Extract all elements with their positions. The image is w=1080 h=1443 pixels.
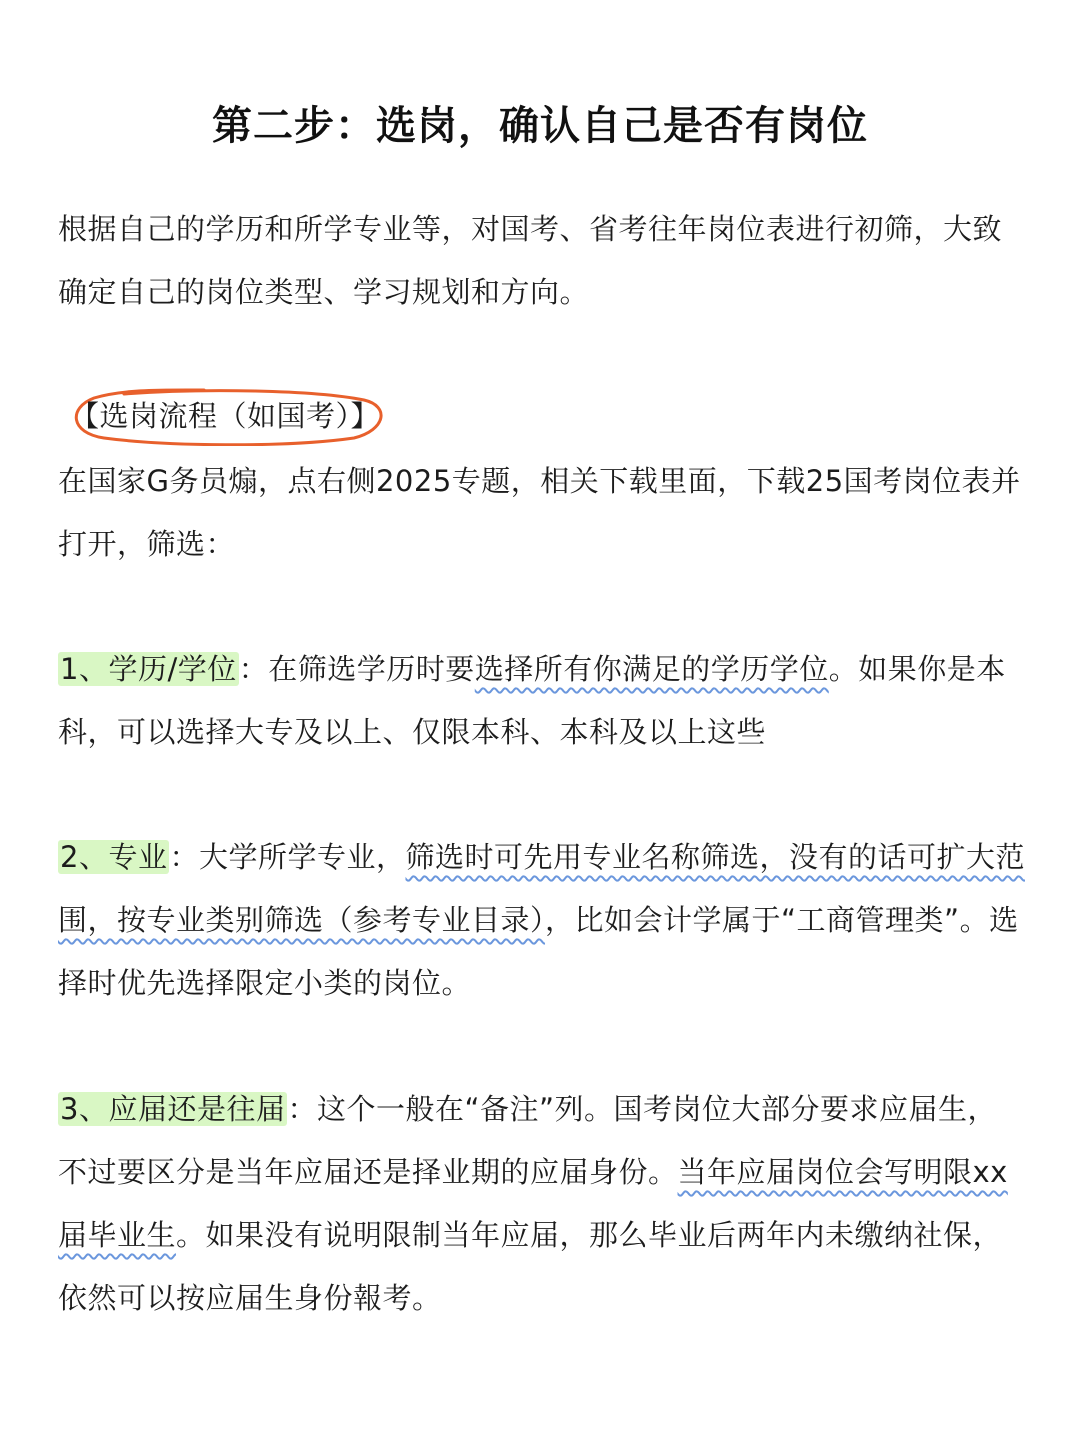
item-major bbox=[58, 826, 1026, 1015]
underlined-text: 选择所有你满足的学历学位 bbox=[474, 652, 829, 686]
item-heading: 2、专业 bbox=[60, 840, 168, 874]
item-text: 在筛选学历时要 bbox=[268, 652, 475, 686]
item-heading: 3、应届还是往届 bbox=[60, 1092, 286, 1126]
flow-label: 【选岗流程（如国考）】 bbox=[70, 399, 381, 433]
item-heading: 1、学历/学位 bbox=[60, 652, 237, 686]
item-separator: ： bbox=[287, 1092, 317, 1126]
underlined-text: 筛选时可先用专业名称筛选，没有的话可扩大范围，按专业类别筛选（参考专业目录） bbox=[58, 840, 1025, 937]
item-graduate-status bbox=[58, 1078, 1026, 1330]
item-separator: ： bbox=[238, 652, 269, 686]
item-text: 这个一般在“备注”列。国考岗位大部分要求应届生，不过要区分是当年应届还是择业期的应届身份。 bbox=[58, 1092, 998, 1189]
underlined-text: 当年应届岗位会写明限xx届毕业生 bbox=[58, 1155, 1008, 1252]
flow-heading bbox=[64, 386, 394, 446]
item-text: ，比如会计学属于“工商管理类”。选择时优先选择限定小类的岗位。 bbox=[58, 903, 1019, 1000]
item-text: 大学所学专业， bbox=[198, 840, 406, 874]
intro-paragraph: 根据自己的学历和所学专业等，对国考、省考往年岗位表进行初筛，大致确定自己的岗位类型、学习规划和方向。 bbox=[58, 212, 1003, 309]
page-title: 第二步：选岗，确认自己是否有岗位 bbox=[212, 103, 868, 149]
item-text: 。如果你是本科，可以选择大专及以上、仅限本科、本科及以上这些 bbox=[58, 652, 1006, 749]
item-text: 。如果没有说明限制当年应届，那么毕业后两年内未缴纳社保，依然可以按应届生身份報考。 bbox=[58, 1218, 1003, 1315]
item-education bbox=[58, 638, 1026, 764]
item-separator: ： bbox=[169, 840, 199, 874]
flow-instructions: 在国家G务员煽，点右侧2025专题，相关下载里面，下载25国考岗位表并打开，筛选： bbox=[58, 464, 1021, 561]
